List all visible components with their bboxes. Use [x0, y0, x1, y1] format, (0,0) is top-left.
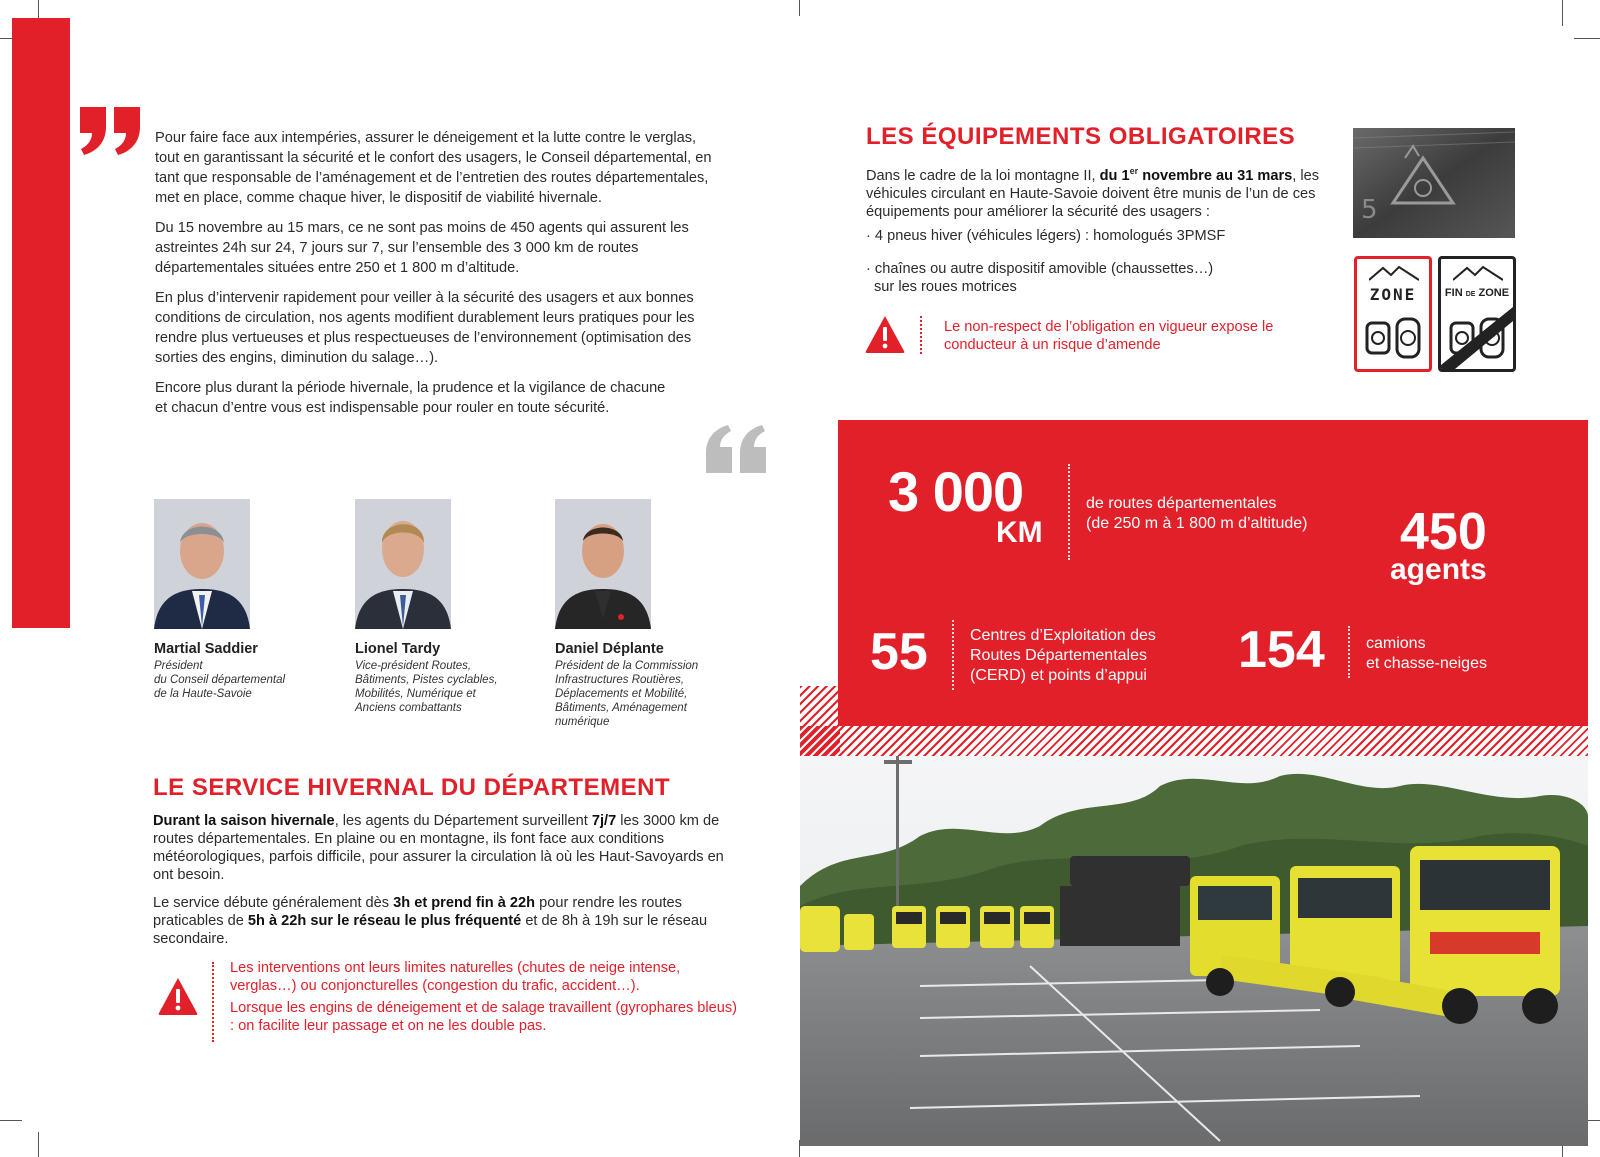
tyre-3pmsf-photo	[1353, 128, 1515, 238]
portrait-martial-saddier	[154, 499, 250, 629]
bold-text: du 1	[1099, 167, 1130, 184]
hatch-pattern	[800, 726, 1588, 756]
fin-zone-sign	[1438, 256, 1516, 372]
service-paragraph-1	[153, 812, 738, 884]
text: Le service débute généralement dès	[153, 895, 394, 911]
bold-text: 7j/7	[591, 813, 617, 829]
equipements-intro	[866, 162, 1346, 221]
warning-divider	[920, 316, 922, 354]
stat-agents-unit: agents	[1390, 553, 1487, 586]
crop-mark	[799, 0, 800, 16]
text: , les agents du Département surveillent	[334, 813, 592, 829]
stat-km-unit: KM	[996, 516, 1043, 549]
stat-divider	[952, 620, 954, 690]
text: et de 8h à 19h sur le réseau secondaire.	[153, 913, 708, 947]
intro-paragraph-4: Encore plus durant la période hivernale, la prudence et la vigilance de chacune et chacun d’entre vous est indispensable pour rouler en toute sécurité.	[155, 380, 666, 416]
intro-text	[155, 128, 715, 428]
zone-sign-label: ZONE	[1369, 285, 1417, 304]
person-role: Vice-président Routes, Bâtiments, Pistes cyclables, Mobilités, Numérique et Anciens combattants	[355, 660, 498, 714]
person-name: Daniel Déplante	[555, 641, 664, 657]
intro-paragraph-3: En plus d’intervenir rapidement pour veiller à la sécurité des usagers et aux bonnes conditions de circulation, nos agents modifient durablement leurs pratiques pour les rendre plus vertueuses et plus respectueuses de l’environnement (optimisation des sorties des engins, diminution du salage…).	[155, 290, 695, 366]
sign-text: ZONE	[1478, 287, 1510, 299]
service-text	[153, 812, 738, 958]
close-quote-icon	[704, 425, 766, 473]
bold-text: 3h et prend fin à 22h	[393, 895, 536, 911]
zone-sign	[1354, 256, 1432, 372]
item-line: sur les roues motrices	[874, 279, 1017, 295]
item-line: · chaînes ou autre dispositif amovible (chaussettes…)	[866, 261, 1214, 277]
service-paragraph-2	[153, 894, 738, 948]
crop-mark	[1574, 38, 1600, 39]
bold-text: Durant la saison hivernale	[153, 813, 335, 829]
stat-km-label: de routes départementales (de 250 m à 1 800 m d’altitude)	[1086, 495, 1308, 532]
stat-trucks-label: camions et chasse-neiges	[1366, 635, 1487, 672]
superscript: er	[1129, 166, 1139, 176]
open-quote-icon	[80, 107, 142, 155]
stat-trucks-value: 154	[1238, 621, 1325, 679]
portrait-daniel-deplante	[555, 499, 651, 629]
stat-km-value: 3 000	[888, 460, 1024, 523]
intro-paragraph-2: Du 15 novembre au 15 mars, ce ne sont pas moins de 450 agents qui assurent les astreintes 24h sur 24, 7 jours sur 7, sur l’ensemble des 3 000 km de routes départementales situées entre 250 et 1 800 m d’altitude.	[155, 220, 689, 276]
service-title: LE SERVICE HIVERNAL DU DÉPARTEMENT	[153, 774, 671, 801]
person-role: Président de la Commission Infrastructures Routières, Déplacements et Mobilité, Bâtiments, Aménagement numérique	[555, 660, 699, 728]
sign-text: FIN	[1444, 287, 1463, 299]
warning-divider	[212, 962, 214, 1042]
portrait-lionel-tardy	[355, 499, 451, 629]
equipements-warning: Le non-respect de l’obligation en vigueur expose le conducteur à un risque d’amende	[944, 319, 1274, 353]
equipements-item-2	[866, 260, 1346, 296]
text: pour rendre les routes praticables de	[153, 895, 682, 929]
intro-paragraph-1: Pour faire face aux intempéries, assurer le déneigement et la lutte contre le verglas, tout en garantissant la sécurité et le confort des usagers, le Conseil départemental, en tant que responsable de l’aménagement et de l’entretien des routes départementales, met en place, comme chaque hiver, le dispositif de viabilité hivernale.	[155, 130, 712, 206]
stat-cerd-value: 55	[870, 623, 928, 681]
bold-text: 5h à 22h sur le réseau le plus fréquenté	[247, 913, 522, 929]
warning-text-1: Les interventions ont leurs limites naturelles (chutes de neige intense, verglas…) ou conjoncturelles (congestion du trafic, accident…).	[230, 960, 681, 994]
stats-panel	[838, 420, 1588, 726]
equipements-title: LES ÉQUIPEMENTS OBLIGATOIRES	[866, 123, 1296, 150]
warning-text-2: Lorsque les engins de déneigement et de salage travaillent (gyrophares bleus) : on facilite leur passage et on ne les double pas.	[230, 1000, 738, 1034]
left-red-band	[12, 18, 70, 628]
text: Dans le cadre de la loi montagne II,	[866, 167, 1100, 184]
person-name: Lionel Tardy	[355, 641, 441, 657]
person-role: Président du Conseil départemental de la Haute-Savoie	[154, 660, 286, 700]
text: , les véhicules circulant en Haute-Savoie doivent être munis de l’un de ces équipements pour améliorer la sécurité des usagers :	[866, 167, 1320, 220]
snowplow-depot-photo	[800, 756, 1588, 1146]
equipements-item-1: · 4 pneus hiver (véhicules légers) : homologués 3PMSF	[866, 228, 1226, 244]
svg-text:5: 5	[1361, 195, 1378, 225]
crop-mark	[38, 1132, 39, 1157]
text: les 3000 km de routes départementales. En plaine ou en montagne, ils font face aux conditions météorologiques, parfois difficile, pour assurer la circulation là où les Haut-Savoyards en ont besoin.	[153, 813, 724, 883]
tyre-chain-icon	[1365, 315, 1423, 359]
end-zone-strike	[1441, 259, 1513, 369]
stat-cerd-label: Centres d’Exploitation des Routes Départementales (CERD) et points d’appui	[970, 627, 1156, 684]
mountain-icon	[1369, 265, 1419, 281]
bold-text: novembre au 31 mars	[1138, 167, 1293, 184]
warning-icon	[864, 314, 906, 354]
stat-divider	[1068, 464, 1070, 560]
person-name: Martial Saddier	[154, 641, 258, 657]
crop-mark	[0, 1120, 22, 1121]
stat-agents-value: 450	[1400, 503, 1487, 561]
warning-icon	[157, 976, 199, 1016]
sign-text: DE	[1465, 291, 1476, 298]
stat-divider	[1348, 626, 1350, 678]
service-warnings	[230, 959, 740, 1035]
crop-mark	[1562, 0, 1563, 26]
